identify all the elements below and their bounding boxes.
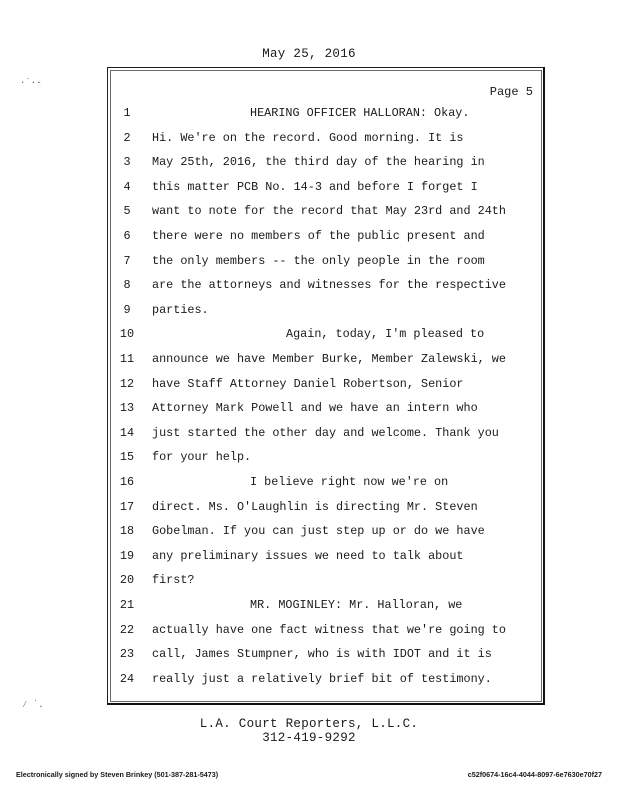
line-number: 15 bbox=[119, 450, 135, 465]
transcript-line bbox=[108, 204, 543, 229]
line-number: 1 bbox=[123, 106, 131, 120]
transcript-line bbox=[108, 254, 543, 279]
line-number: 2 bbox=[123, 130, 131, 145]
line-text: call, James Stumpner, who is with IDOT and it is bbox=[152, 647, 492, 662]
line-number: 21 bbox=[119, 598, 135, 612]
line-text: I believe right now we're on bbox=[250, 475, 449, 489]
line-number: 16 bbox=[119, 475, 135, 489]
line-text: first? bbox=[152, 573, 195, 588]
transcript-line bbox=[108, 672, 543, 697]
line-number: 5 bbox=[123, 204, 131, 219]
transcript-line bbox=[108, 303, 543, 328]
transcript-page-frame bbox=[107, 67, 545, 705]
line-text: Gobelman. If you can just step up or do we have bbox=[152, 524, 485, 539]
header-date: May 25, 2016 bbox=[262, 47, 356, 61]
line-number: 7 bbox=[123, 253, 131, 268]
line-text: direct. Ms. O'Laughlin is directing Mr. Steven bbox=[152, 499, 478, 514]
transcript-line bbox=[108, 524, 543, 549]
line-number: 11 bbox=[119, 352, 135, 366]
line-text: have Staff Attorney Daniel Robertson, Senior bbox=[152, 376, 464, 391]
line-text: parties. bbox=[152, 302, 209, 317]
line-text: HEARING OFFICER HALLORAN: Okay. bbox=[250, 106, 470, 120]
line-text: May 25th, 2016, the third day of the hearing in bbox=[152, 155, 485, 170]
transcript-line bbox=[108, 598, 543, 623]
transcript-line bbox=[108, 155, 543, 180]
transcript-line bbox=[108, 475, 543, 500]
line-number: 13 bbox=[119, 401, 135, 416]
reporter-name: L.A. Court Reporters, L.L.C. bbox=[199, 717, 419, 731]
line-number: 6 bbox=[123, 229, 131, 243]
line-number: 8 bbox=[123, 278, 131, 293]
line-number: 20 bbox=[119, 573, 135, 588]
electronic-signature: Electronically signed by Steven Brinkey (501-387-281-5473) bbox=[16, 770, 219, 779]
line-number: 12 bbox=[119, 376, 135, 391]
line-text: actually have one fact witness that we're going to bbox=[152, 622, 506, 637]
line-text: MR. MOGINLEY: Mr. Halloran, we bbox=[250, 598, 463, 612]
transcript-line bbox=[108, 352, 543, 377]
line-text: the only members -- the only people in the room bbox=[152, 253, 485, 268]
line-text: are the attorneys and witnesses for the respective bbox=[152, 278, 506, 293]
line-text: want to note for the record that May 23rd and 24th bbox=[152, 204, 506, 219]
line-number: 3 bbox=[123, 155, 131, 170]
line-number: 4 bbox=[123, 179, 131, 194]
transcript-line bbox=[108, 327, 543, 352]
line-number: 24 bbox=[119, 671, 135, 686]
scan-artifact-top: ·˙·- bbox=[20, 78, 42, 88]
line-number: 17 bbox=[119, 499, 135, 514]
scan-artifact-bottom: ⁄ ˙. bbox=[22, 700, 44, 710]
transcript-line bbox=[108, 549, 543, 574]
line-text: any preliminary issues we need to talk about bbox=[152, 548, 464, 563]
line-number: 10 bbox=[119, 327, 135, 342]
footer-reporter-block bbox=[0, 717, 618, 745]
transcript-line bbox=[108, 623, 543, 648]
line-text: just started the other day and welcome. Thank you bbox=[152, 425, 499, 440]
transcript-line bbox=[108, 450, 543, 475]
line-text: for your help. bbox=[152, 450, 252, 465]
reporter-phone: 312-419-9292 bbox=[262, 731, 356, 745]
transcript-line bbox=[108, 180, 543, 205]
page-number: Page 5 bbox=[489, 85, 533, 99]
line-text: really just a relatively brief bit of testimony. bbox=[152, 671, 492, 686]
line-number: 19 bbox=[119, 548, 135, 563]
transcript-line bbox=[108, 131, 543, 156]
transcript-line bbox=[108, 401, 543, 426]
transcript-line bbox=[108, 377, 543, 402]
line-text: there were no members of the public present and bbox=[152, 229, 485, 243]
line-number: 23 bbox=[119, 647, 135, 662]
line-text: Attorney Mark Powell and we have an intern who bbox=[152, 401, 478, 416]
transcript-line bbox=[108, 500, 543, 525]
transcript-line bbox=[108, 106, 543, 131]
transcript-line bbox=[108, 229, 543, 254]
line-text: this matter PCB No. 14-3 and before I forget I bbox=[152, 179, 478, 194]
line-text: Again, today, I'm pleased to bbox=[286, 327, 485, 342]
line-number: 22 bbox=[119, 622, 135, 637]
line-number: 18 bbox=[119, 524, 135, 539]
transcript-line bbox=[108, 573, 543, 598]
transcript-line bbox=[108, 647, 543, 672]
line-number: 14 bbox=[119, 425, 135, 440]
line-text: announce we have Member Burke, Member Zalewski, we bbox=[152, 352, 506, 366]
line-text: Hi. We're on the record. Good morning. It is bbox=[152, 130, 464, 145]
document-hash: c52f0674-16c4-4044-8097-6e7630e70f27 bbox=[467, 770, 602, 779]
transcript-line bbox=[108, 278, 543, 303]
transcript-line bbox=[108, 426, 543, 451]
line-number: 9 bbox=[123, 302, 131, 317]
